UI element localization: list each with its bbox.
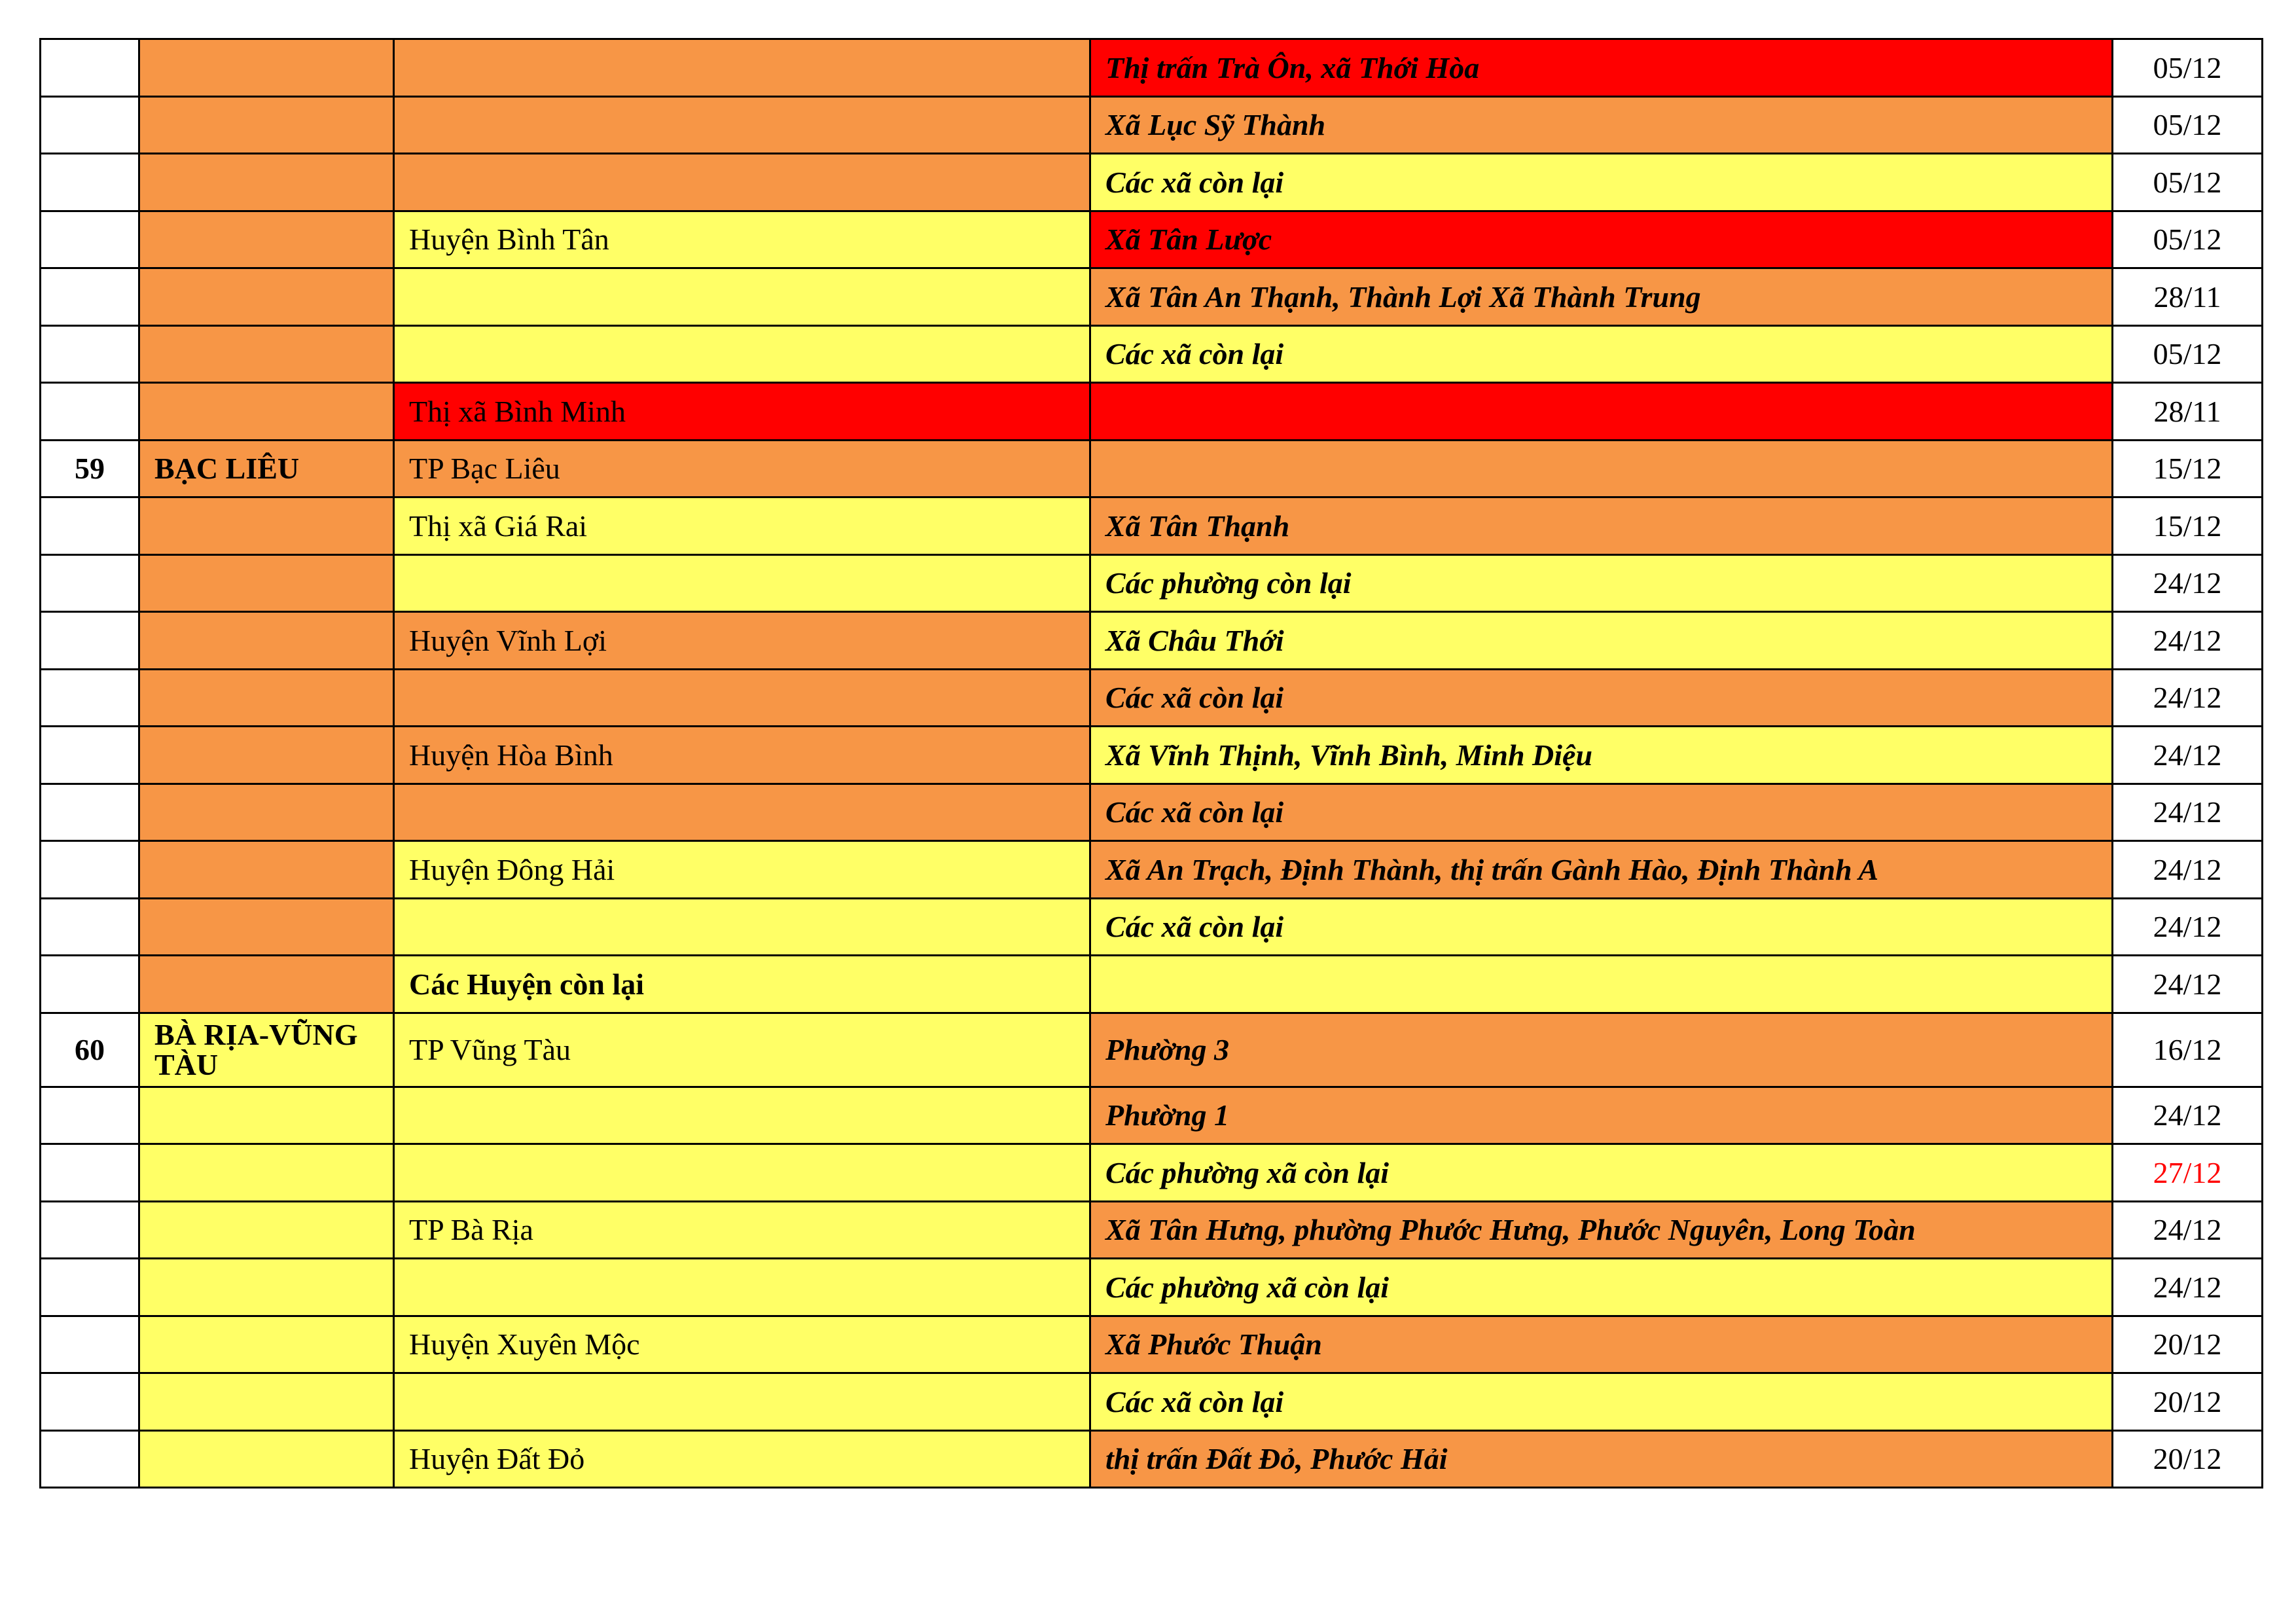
district-cell [394,1144,1090,1202]
stt-cell [41,154,139,211]
district-cell [394,669,1090,727]
date-cell: 16/12 [2113,1013,2263,1087]
district-cell [394,1373,1090,1431]
district-cell: Huyện Đất Đỏ [394,1430,1090,1488]
stt-cell [41,325,139,383]
ward-cell: Các xã còn lại [1090,669,2113,727]
stt-cell: 59 [41,440,139,497]
district-cell: TP Bạc Liêu [394,440,1090,497]
date-cell: 20/12 [2113,1373,2263,1431]
province-cell [139,612,394,670]
district-cell [394,96,1090,154]
stt-cell [41,612,139,670]
ward-cell [1090,956,2113,1013]
date-cell: 27/12 [2113,1144,2263,1202]
stt-cell [41,669,139,727]
province-cell [139,497,394,555]
table-row [41,727,2263,784]
ward-cell: Xã Lục Sỹ Thành [1090,96,2113,154]
stt-cell [41,554,139,612]
stt-cell [41,898,139,956]
province-cell [139,898,394,956]
table-row [41,898,2263,956]
date-cell: 24/12 [2113,669,2263,727]
table-row [41,383,2263,441]
stt-cell [41,268,139,326]
ward-cell: Xã Tân Hưng, phường Phước Hưng, Phước Nguyên, Long Toàn [1090,1201,2113,1259]
province-cell [139,154,394,211]
ward-cell: Xã Tân Thạnh [1090,497,2113,555]
table-row [41,325,2263,383]
province-cell [139,268,394,326]
ward-cell: Các phường xã còn lại [1090,1144,2113,1202]
ward-cell: Xã Châu Thới [1090,612,2113,670]
province-cell [139,211,394,268]
stt-cell [41,956,139,1013]
date-cell: 24/12 [2113,554,2263,612]
date-cell: 28/11 [2113,383,2263,441]
ward-cell: Các phường còn lại [1090,554,2113,612]
table-row [41,154,2263,211]
date-cell: 24/12 [2113,841,2263,899]
date-cell: 24/12 [2113,727,2263,784]
stt-cell [41,1144,139,1202]
table-row [41,211,2263,268]
table-row [41,554,2263,612]
ward-cell: Thị trấn Trà Ôn, xã Thới Hòa [1090,39,2113,97]
province-cell [139,956,394,1013]
stt-cell [41,1373,139,1431]
stt-cell [41,497,139,555]
ward-cell: thị trấn Đất Đỏ, Phước Hải [1090,1430,2113,1488]
district-cell: Huyện Vĩnh Lợi [394,612,1090,670]
ward-cell: Xã Phước Thuận [1090,1316,2113,1373]
ward-cell: Xã Vĩnh Thịnh, Vĩnh Bình, Minh Diệu [1090,727,2113,784]
table-row [41,1373,2263,1431]
table-row [41,1144,2263,1202]
table-row [41,1087,2263,1144]
province-cell [139,383,394,441]
ward-cell: Các xã còn lại [1090,154,2113,211]
ward-cell: Các xã còn lại [1090,898,2113,956]
province-cell: BÀ RỊA-VŨNG TÀU [139,1013,394,1087]
stt-cell: 60 [41,1013,139,1087]
stt-cell [41,211,139,268]
date-cell: 28/11 [2113,268,2263,326]
district-cell [394,268,1090,326]
table-row [41,841,2263,899]
district-cell: Huyện Xuyên Mộc [394,1316,1090,1373]
province-cell [139,727,394,784]
covid-level-table [39,38,2263,1489]
province-cell [139,39,394,97]
date-cell: 15/12 [2113,497,2263,555]
province-cell [139,1316,394,1373]
ward-cell: Xã Tân An Thạnh, Thành Lợi Xã Thành Trung [1090,268,2113,326]
district-cell [394,1087,1090,1144]
stt-cell [41,1259,139,1316]
province-cell [139,1201,394,1259]
district-cell: Thị xã Bình Minh [394,383,1090,441]
district-cell [394,1259,1090,1316]
province-cell [139,841,394,899]
table-row [41,268,2263,326]
district-cell [394,554,1090,612]
district-cell [394,784,1090,841]
table-row [41,612,2263,670]
district-cell [394,325,1090,383]
date-cell: 15/12 [2113,440,2263,497]
date-cell: 05/12 [2113,325,2263,383]
district-cell: Các Huyện còn lại [394,956,1090,1013]
ward-cell: Xã Tân Lược [1090,211,2113,268]
province-cell [139,96,394,154]
province-cell [139,1373,394,1431]
table-row [41,1259,2263,1316]
date-cell: 05/12 [2113,154,2263,211]
table-row [41,784,2263,841]
province-cell [139,1144,394,1202]
province-cell [139,784,394,841]
stt-cell [41,841,139,899]
district-cell: Huyện Bình Tân [394,211,1090,268]
province-cell [139,669,394,727]
province-cell [139,1087,394,1144]
district-cell: TP Vũng Tàu [394,1013,1090,1087]
ward-cell: Phường 3 [1090,1013,2113,1087]
table-row [41,669,2263,727]
province-cell: BẠC LIÊU [139,440,394,497]
district-cell: TP Bà Rịa [394,1201,1090,1259]
stt-cell [41,1430,139,1488]
district-cell: Thị xã Giá Rai [394,497,1090,555]
province-cell [139,1430,394,1488]
stt-cell [41,1201,139,1259]
ward-cell: Phường 1 [1090,1087,2113,1144]
ward-cell: Các xã còn lại [1090,325,2113,383]
date-cell: 05/12 [2113,39,2263,97]
district-cell [394,898,1090,956]
date-cell: 05/12 [2113,96,2263,154]
table-row [41,440,2263,497]
stt-cell [41,383,139,441]
date-cell: 24/12 [2113,1259,2263,1316]
ward-cell: Các xã còn lại [1090,1373,2113,1431]
table-row [41,39,2263,97]
district-cell [394,154,1090,211]
ward-cell: Xã An Trạch, Định Thành, thị trấn Gành Hào, Định Thành A [1090,841,2113,899]
ward-cell [1090,440,2113,497]
date-cell: 05/12 [2113,211,2263,268]
stt-cell [41,96,139,154]
table-row [41,497,2263,555]
table-row [41,1430,2263,1488]
ward-cell: Các xã còn lại [1090,784,2113,841]
ward-cell [1090,383,2113,441]
stt-cell [41,39,139,97]
table-row [41,956,2263,1013]
date-cell: 20/12 [2113,1430,2263,1488]
table-body [41,39,2263,1488]
province-cell [139,1259,394,1316]
date-cell: 24/12 [2113,1201,2263,1259]
stt-cell [41,784,139,841]
date-cell: 24/12 [2113,784,2263,841]
date-cell: 20/12 [2113,1316,2263,1373]
province-cell [139,554,394,612]
table-row [41,1316,2263,1373]
district-cell: Huyện Đông Hải [394,841,1090,899]
district-cell [394,39,1090,97]
table-row [41,1013,2263,1087]
ward-cell: Các phường xã còn lại [1090,1259,2113,1316]
table-row [41,96,2263,154]
table-row [41,1201,2263,1259]
stt-cell [41,1316,139,1373]
stt-cell [41,727,139,784]
district-cell: Huyện Hòa Bình [394,727,1090,784]
date-cell: 24/12 [2113,612,2263,670]
date-cell: 24/12 [2113,898,2263,956]
date-cell: 24/12 [2113,956,2263,1013]
stt-cell [41,1087,139,1144]
province-cell [139,325,394,383]
date-cell: 24/12 [2113,1087,2263,1144]
